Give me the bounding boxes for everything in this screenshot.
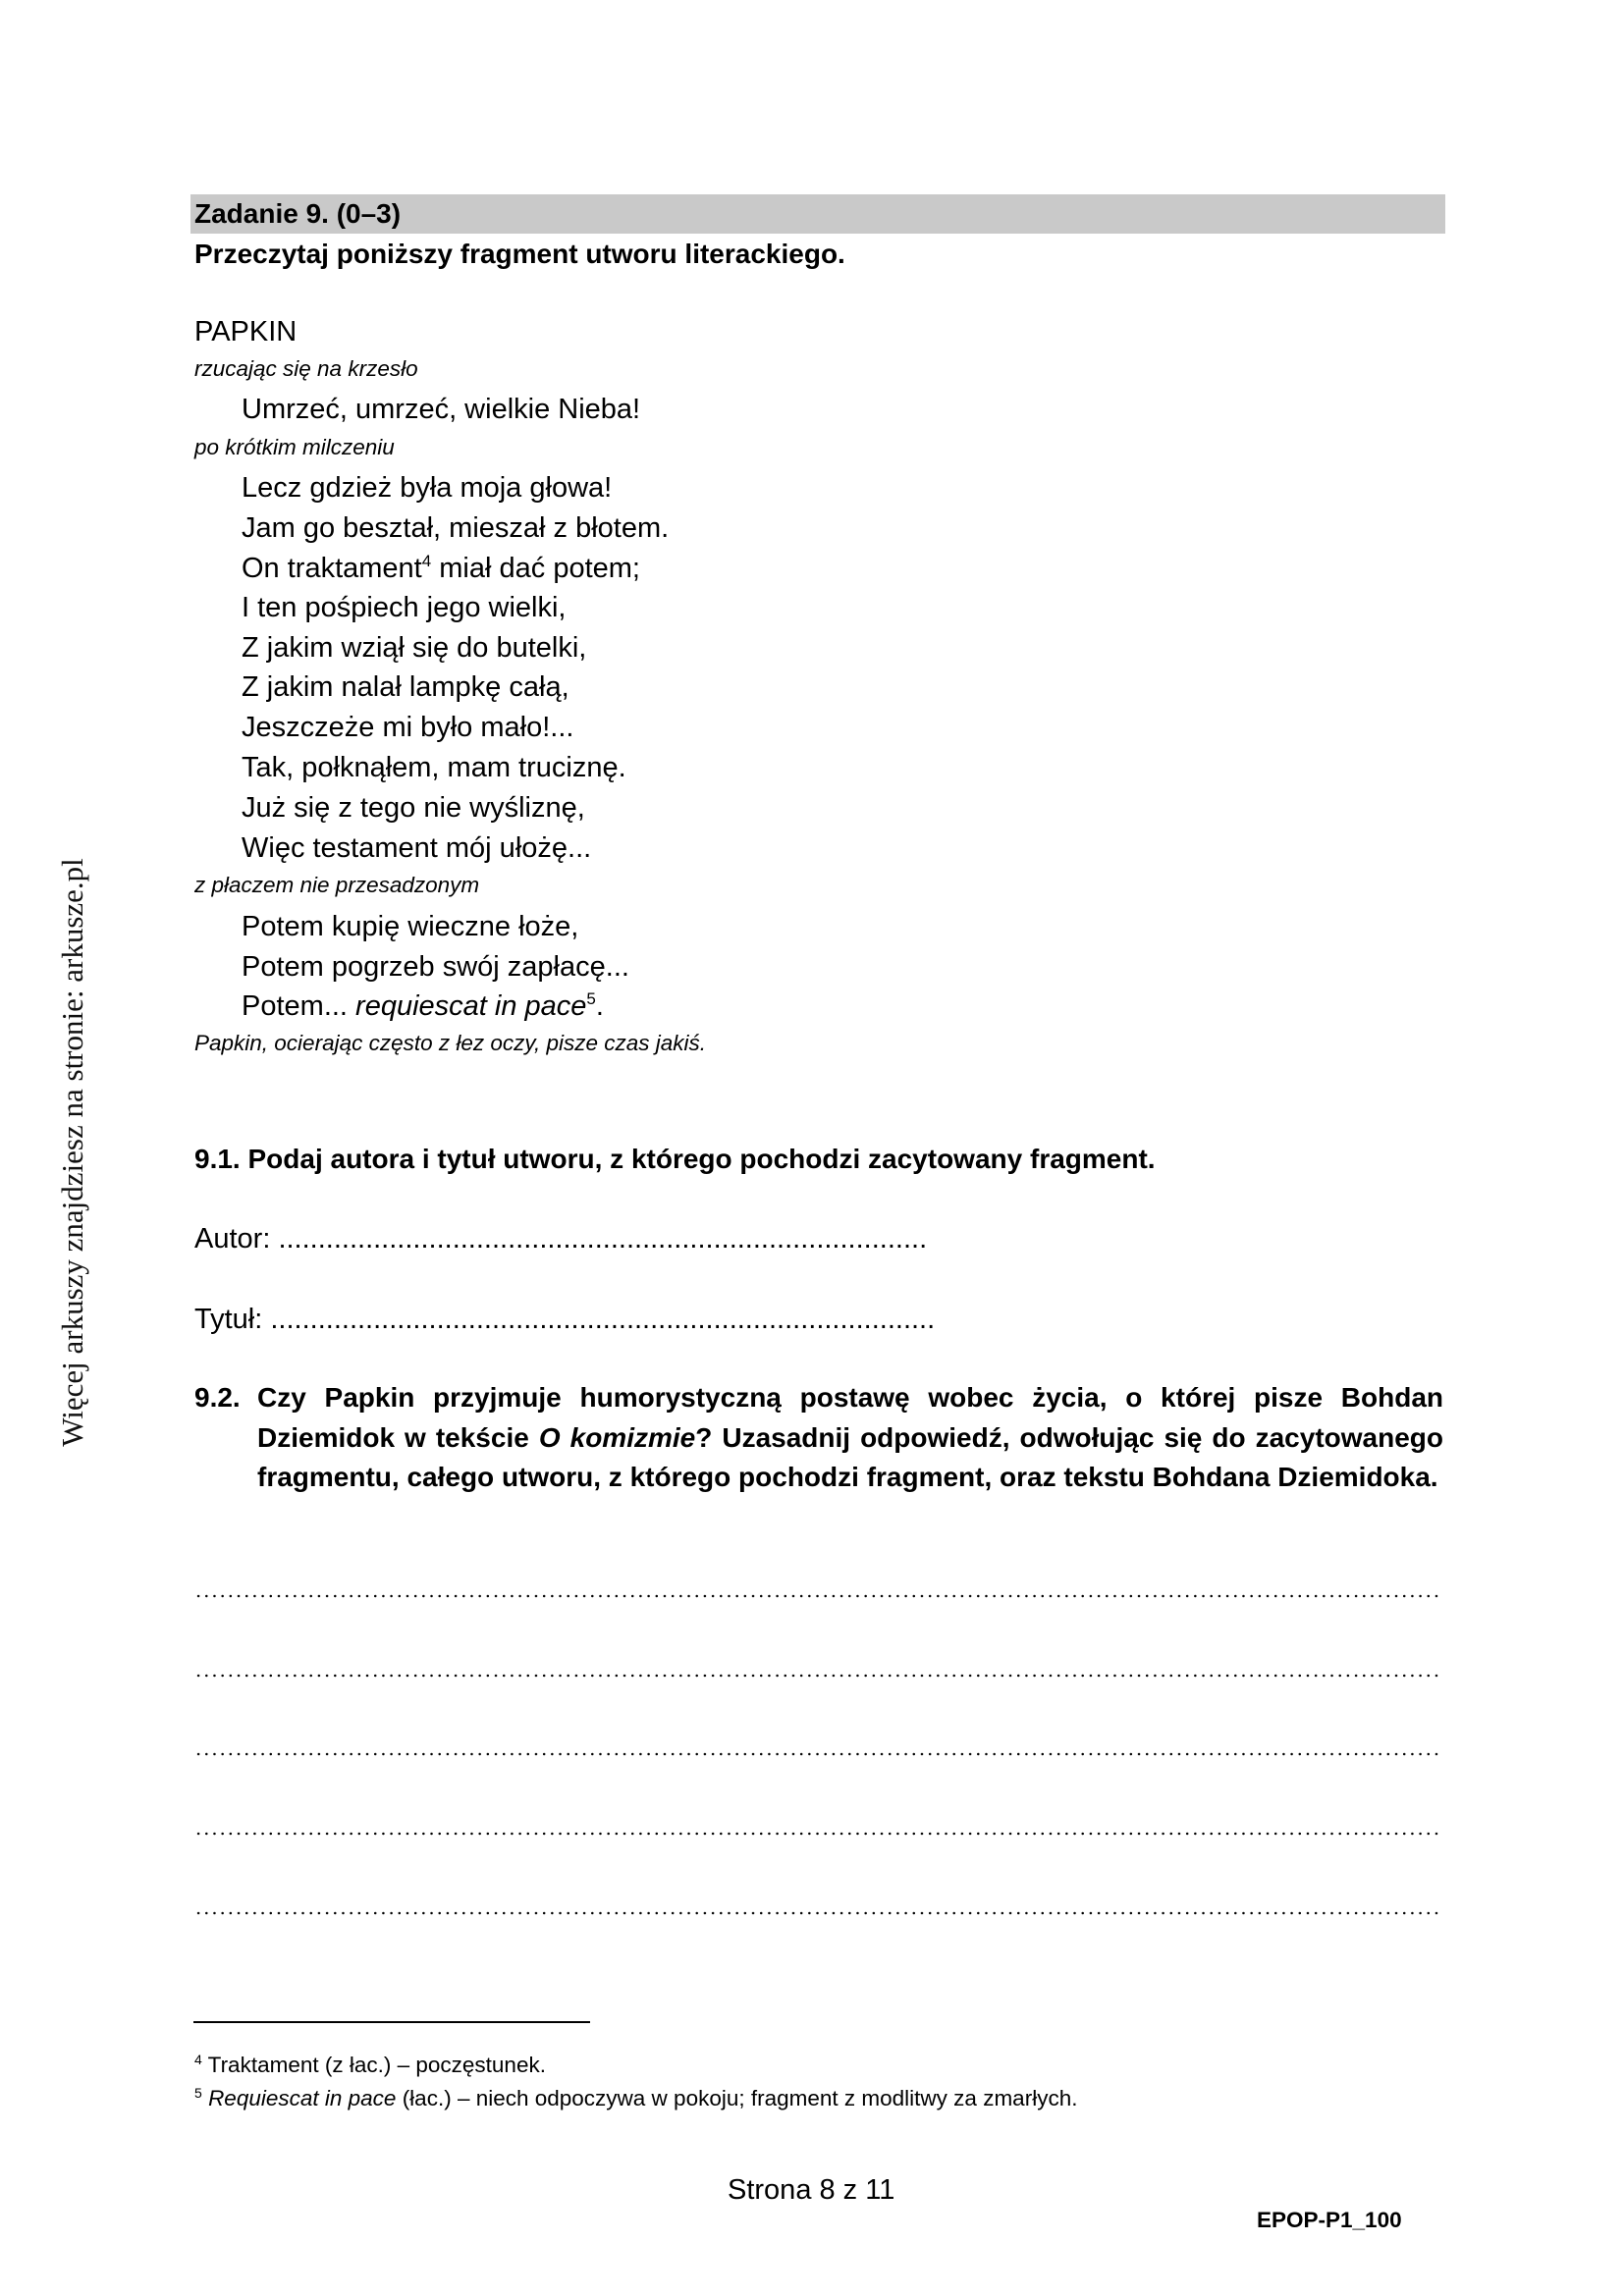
footnote-mark: 5	[586, 989, 596, 1008]
verse-line: Jam go beształ, mieszał z błotem.	[242, 512, 670, 544]
question-text-part: Czy Papkin przyjmuje humorystyczną postawę wobec życia, o której pisze Bohdan Dziemidok w tekście	[257, 1382, 1443, 1453]
title-label: Tytuł:	[194, 1304, 263, 1335]
verse-text: On traktament	[242, 553, 422, 584]
verse-text: Potem...	[242, 990, 356, 1022]
verse-line: Umrzeć, umrzeć, wielkie Nieba!	[242, 394, 641, 425]
side-watermark: Więcej arkuszy znajdziesz na stronie: arkusze.pl	[55, 858, 89, 1447]
speaker-name: PAPKIN	[194, 316, 298, 347]
question-text-part: ? Uzasadnij odpowiedź, odwołując się do zacytowanego fragmentu, całego utworu, z którego pochodzi fragment, oraz tekstu Bohdana Dziemidoka.	[257, 1421, 1443, 1492]
verse-line: Z jakim wziął się do butelki,	[242, 632, 587, 664]
footnote-latin: Requiescat in pace	[208, 2086, 397, 2110]
footnote	[194, 2052, 546, 2081]
title-dotted-line[interactable]: ....................................................................................	[270, 1304, 936, 1335]
title-answer-field[interactable]	[194, 1303, 935, 1336]
verse-line: Już się z tego nie wyśliznę,	[242, 792, 585, 824]
answer-line[interactable]	[194, 1832, 1441, 1836]
exam-code: EPOP-P1_100	[1257, 2208, 1402, 2232]
latin-phrase: requiescat in pace	[355, 990, 587, 1022]
verse-text: miał dać potem;	[431, 553, 640, 584]
verse-line: I ten pośpiech jego wielki,	[242, 592, 567, 623]
verse-line: Tak, połknąłem, mam truciznę.	[242, 752, 626, 783]
text-title: O komizmie	[538, 1421, 696, 1453]
stage-direction: z płaczem nie przesadzonym	[194, 873, 480, 897]
stage-direction: po krótkim milczeniu	[194, 435, 395, 459]
footnote-separator	[193, 2021, 590, 2023]
task-title: Zadanie 9. (0–3)	[194, 198, 402, 229]
author-label: Autor:	[194, 1223, 271, 1255]
answer-line[interactable]	[194, 1752, 1441, 1756]
author-answer-field[interactable]	[194, 1222, 927, 1255]
question-number: 9.2.	[194, 1382, 241, 1413]
footnote-text: Traktament (z łac.) – poczęstunek.	[207, 2053, 546, 2077]
footnote	[194, 2085, 1077, 2114]
verse-line	[242, 989, 604, 1027]
footnote-number: 4	[194, 2052, 202, 2067]
verse-text: .	[595, 990, 604, 1022]
question-9-1-title: 9.1. Podaj autora i tytuł utworu, z którego pochodzi zacytowany fragment.	[194, 1144, 1156, 1174]
task-instruction: Przeczytaj poniższy fragment utworu literackiego.	[194, 239, 845, 269]
verse-line	[242, 552, 640, 589]
verse-line: Potem pogrzeb swój zapłacę...	[242, 951, 629, 983]
answer-line[interactable]	[194, 1594, 1441, 1598]
verse-line: Jeszczeże mi było mało!...	[242, 712, 574, 743]
stage-direction: Papkin, ocierając często z łez oczy, pisze czas jakiś.	[194, 1031, 707, 1055]
author-dotted-line[interactable]: ..................................................................................	[278, 1223, 928, 1255]
answer-line[interactable]	[194, 1674, 1441, 1678]
footnote-number: 5	[194, 2085, 202, 2101]
stage-direction: rzucając się na krzesło	[194, 356, 418, 381]
verse-line: Z jakim nalał lampkę całą,	[242, 671, 569, 703]
question-text	[257, 1378, 1443, 1498]
verse-line: Lecz gdzież była moja głowa!	[242, 472, 613, 504]
footnote-mark: 4	[421, 552, 432, 570]
question-9-2	[194, 1378, 1443, 1498]
footnote-text: (łac.) – niech odpoczywa w pokoju; fragment z modlitwy za zmarłych.	[396, 2086, 1078, 2110]
answer-line[interactable]	[194, 1911, 1441, 1915]
verse-line: Więc testament mój ułożę...	[242, 832, 592, 864]
page-number: Strona 8 z 11	[728, 2174, 895, 2206]
verse-line: Potem kupię wieczne łoże,	[242, 911, 579, 942]
